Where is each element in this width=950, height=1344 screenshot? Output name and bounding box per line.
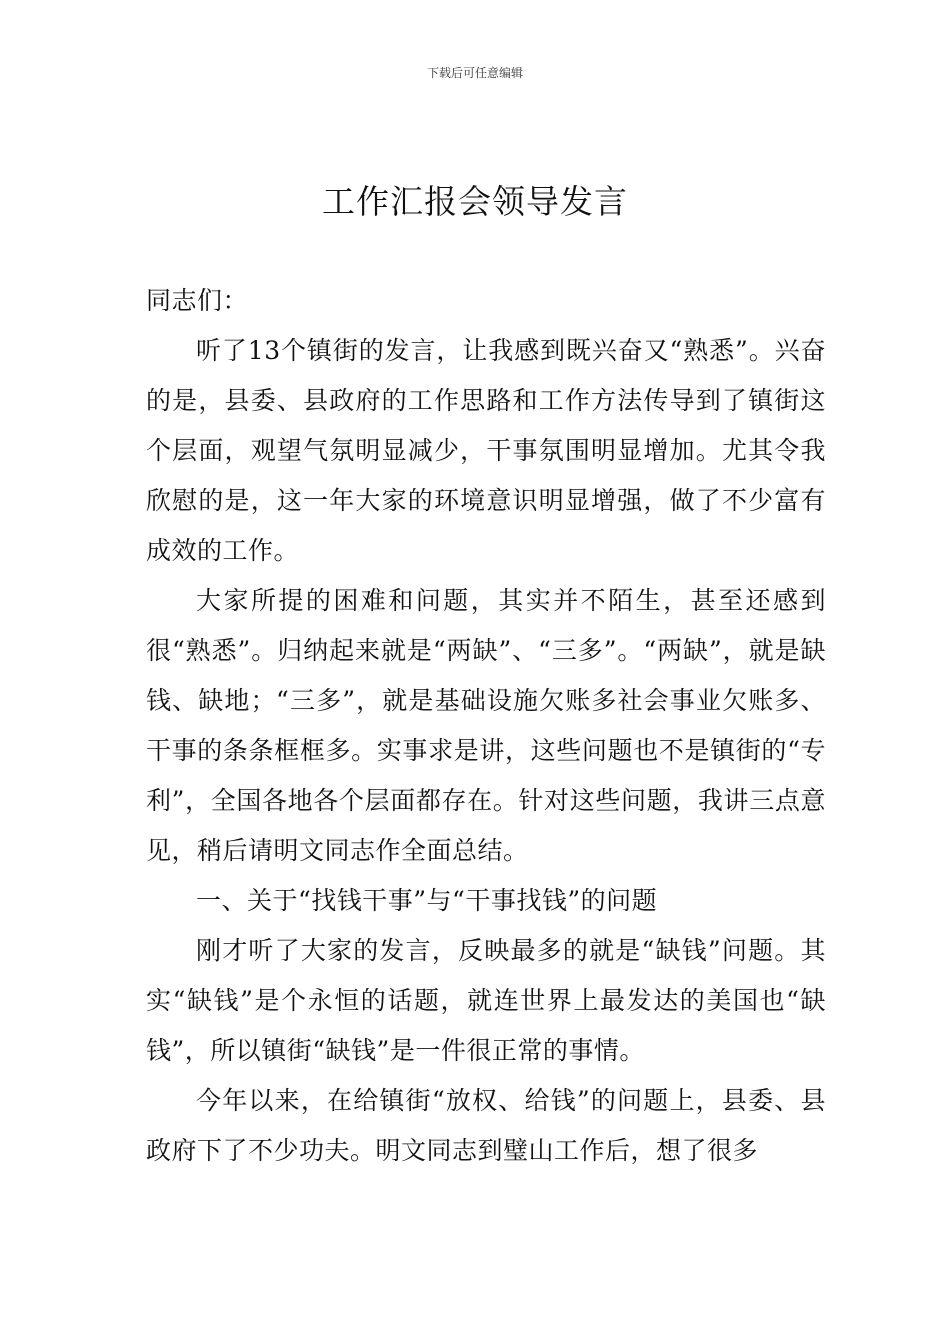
document-title: 工作汇报会领导发言 [322, 182, 628, 221]
paragraph-2: 大家所提的困难和问题，其实并不陌生，甚至还感到很“熟悉”。归纳起来就是“两缺”、“三多”。“两缺”，就是缺钱、缺地；“三多”，就是基础设施欠账多社会事业欠账多、干事的条条框框多。实事求是讲，这些问题也不是镇街的“专利”，全国各地各个层面都存在。针对这些问题，我讲三点意见，稍后请明文同志作全面总结。 [146, 586, 826, 865]
paragraph-3: 刚才听了大家的发言，反映最多的就是“缺钱”问题。其实“缺钱”是个永恒的话题，就连世界上最发达的美国也“缺钱”，所以镇街“缺钱”是一件很正常的事情。 [146, 936, 826, 1065]
paragraph-4: 今年以来，在给镇街“放权、给钱”的问题上，县委、县政府下了不少功夫。明文同志到璧山工作后，想了很多 [146, 1086, 826, 1165]
section-heading-1: 一、关于“找钱干事”与“干事找钱”的问题 [196, 886, 658, 915]
paragraph-1: 听了13个镇街的发言，让我感到既兴奋又“熟悉”。兴奋的是，县委、县政府的工作思路和工作方法传导到了镇街这个层面，观望气氛明显减少，干事氛围明显增加。尤其令我欣慰的是，这一年大家的环境意识明显增强，做了不少富有成效的工作。 [146, 336, 827, 565]
document-body [146, 276, 826, 1176]
salutation: 同志们： [146, 286, 249, 315]
header-note: 下载后可任意编辑 [426, 66, 523, 80]
